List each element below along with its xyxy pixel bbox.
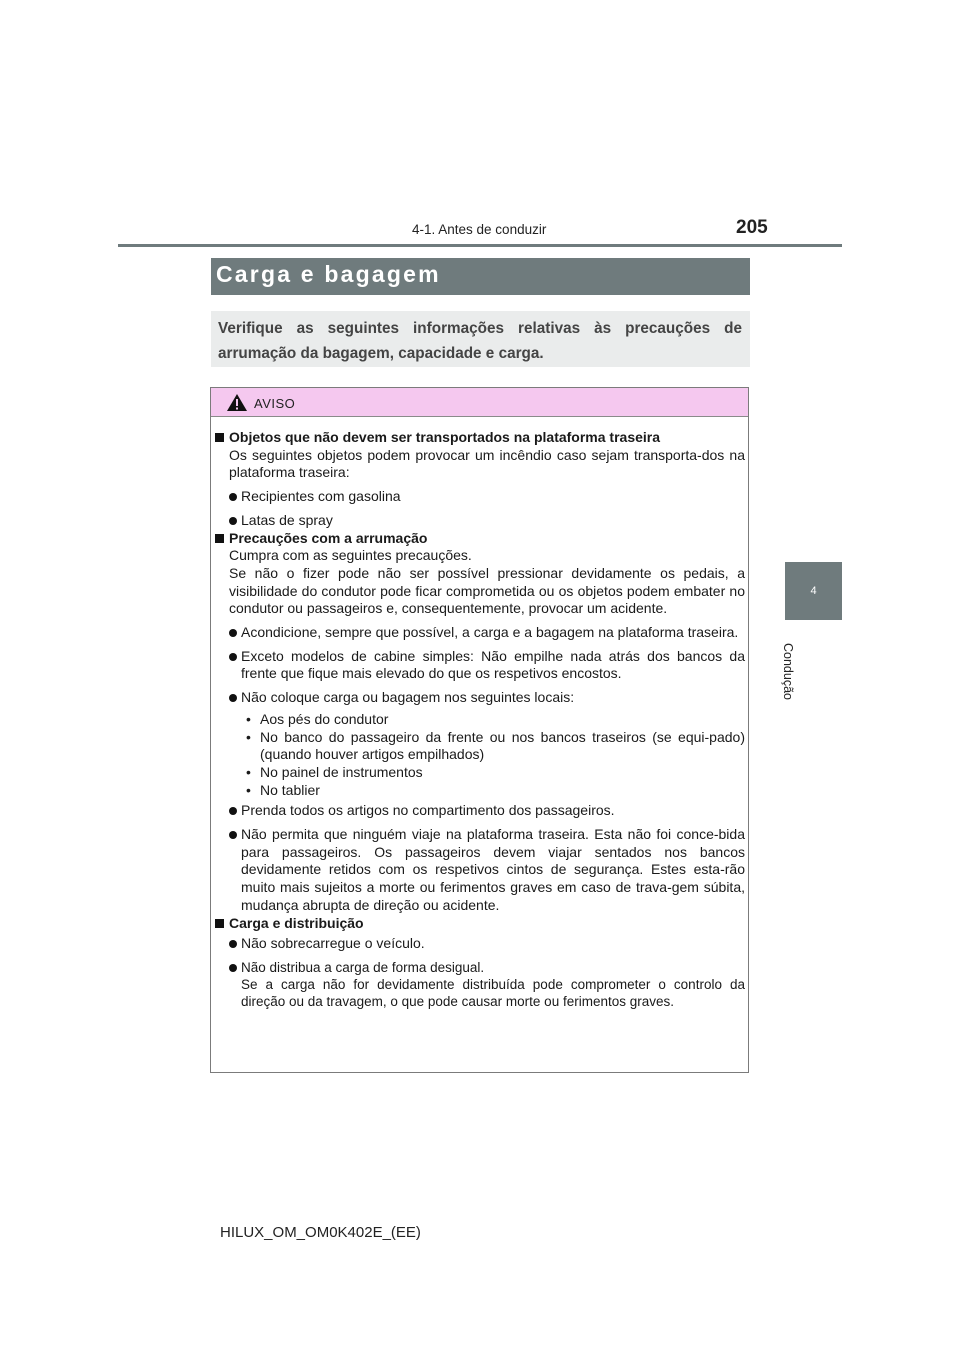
chapter-tab	[785, 562, 842, 620]
list-item: Prenda todos os artigos no compartimento dos passageiros.	[215, 802, 745, 820]
list-item: Recipientes com gasolina	[215, 488, 745, 506]
header-section-title: 4-1. Antes de conduzir	[412, 222, 547, 237]
warning-label: AVISO	[254, 396, 296, 411]
sub-list-item: • No banco do passageiro da frente ou nos bancos traseiros (se equi-pado) (quando houver artigos empilhados)	[246, 728, 745, 763]
list-item: Acondicione, sempre que possível, a carga e a bagagem na plataforma traseira.	[215, 624, 745, 642]
list-item: Não sobrecarregue o veículo.	[215, 935, 745, 953]
list-item-detail: Se a carga não for devidamente distribuída pode comprometer o controlo da direção ou da travagem, o que pode causar morte ou ferimentos graves.	[241, 976, 745, 1009]
paragraph: Cumpra com as seguintes precauções.	[229, 547, 472, 564]
warning-triangle-icon	[226, 393, 248, 412]
list-item: Não permita que ninguém viaje na plataforma traseira. Esta não foi conce-bida para passageiros. Os passageiros devem viajar sentados nos bancos devidamente retidos com os respetivos cintos de segurança. Estes esta-rão muito mais sujeitos a morte ou ferimentos graves em caso de trava-gem súbita, mudança abrupta de direção ou acidente.	[215, 826, 745, 915]
list-item: Não coloque carga ou bagagem nos seguintes locais:	[215, 689, 745, 707]
bullet-icon	[229, 940, 237, 948]
list-item: Exceto modelos de cabine simples: Não empilhe nada atrás dos bancos da frente que fique mais elevado do que os respetivos encostos.	[215, 648, 745, 683]
section-heading: Objetos que não devem ser transportados na plataforma traseira	[215, 429, 745, 447]
list-item: Latas de spray	[215, 512, 745, 530]
section-heading: Carga e distribuição	[215, 915, 745, 933]
footer-code: HILUX_OM_OM0K402E_(EE)	[220, 1224, 421, 1241]
sub-list-item: • No painel de instrumentos	[246, 763, 423, 780]
chapter-number: 4	[810, 585, 817, 597]
paragraph: Se não o fizer pode não ser possível pressionar devidamente os pedais, a visibilidade do condutor pode ficar comprometida ou os objetos podem embater no condutor ou passageiros e, consequentemente, provocar um acidente.	[229, 564, 745, 617]
header-divider	[118, 244, 842, 247]
bullet-icon	[229, 653, 237, 661]
list-item	[215, 959, 745, 1010]
bullet-icon	[229, 831, 237, 839]
sub-list-item: • No tablier	[246, 781, 320, 798]
square-bullet-icon	[215, 534, 224, 543]
sub-list-item: • Aos pés do condutor	[246, 710, 389, 727]
warning-content	[215, 429, 745, 1010]
bullet-icon	[229, 694, 237, 702]
list-item-text: Não distribua a carga de forma desigual.	[241, 959, 485, 975]
bullet-icon	[229, 517, 237, 525]
bullet-icon	[229, 807, 237, 815]
paragraph: Os seguintes objetos podem provocar um incêndio caso sejam transporta-dos na plataforma traseira:	[229, 446, 745, 481]
chapter-label: Condução	[781, 643, 795, 700]
square-bullet-icon	[215, 919, 224, 928]
page-title: Carga e bagagem	[216, 261, 441, 287]
square-bullet-icon	[215, 433, 224, 442]
bullet-icon	[229, 629, 237, 637]
bullet-icon	[229, 493, 237, 501]
section-heading: Precauções com a arrumação	[215, 530, 745, 548]
page-number: 205	[736, 217, 768, 238]
bullet-icon	[229, 964, 237, 972]
intro-text: Verifique as seguintes informações relativas às precauções de arrumação da bagagem, capacidade e carga.	[218, 320, 742, 362]
